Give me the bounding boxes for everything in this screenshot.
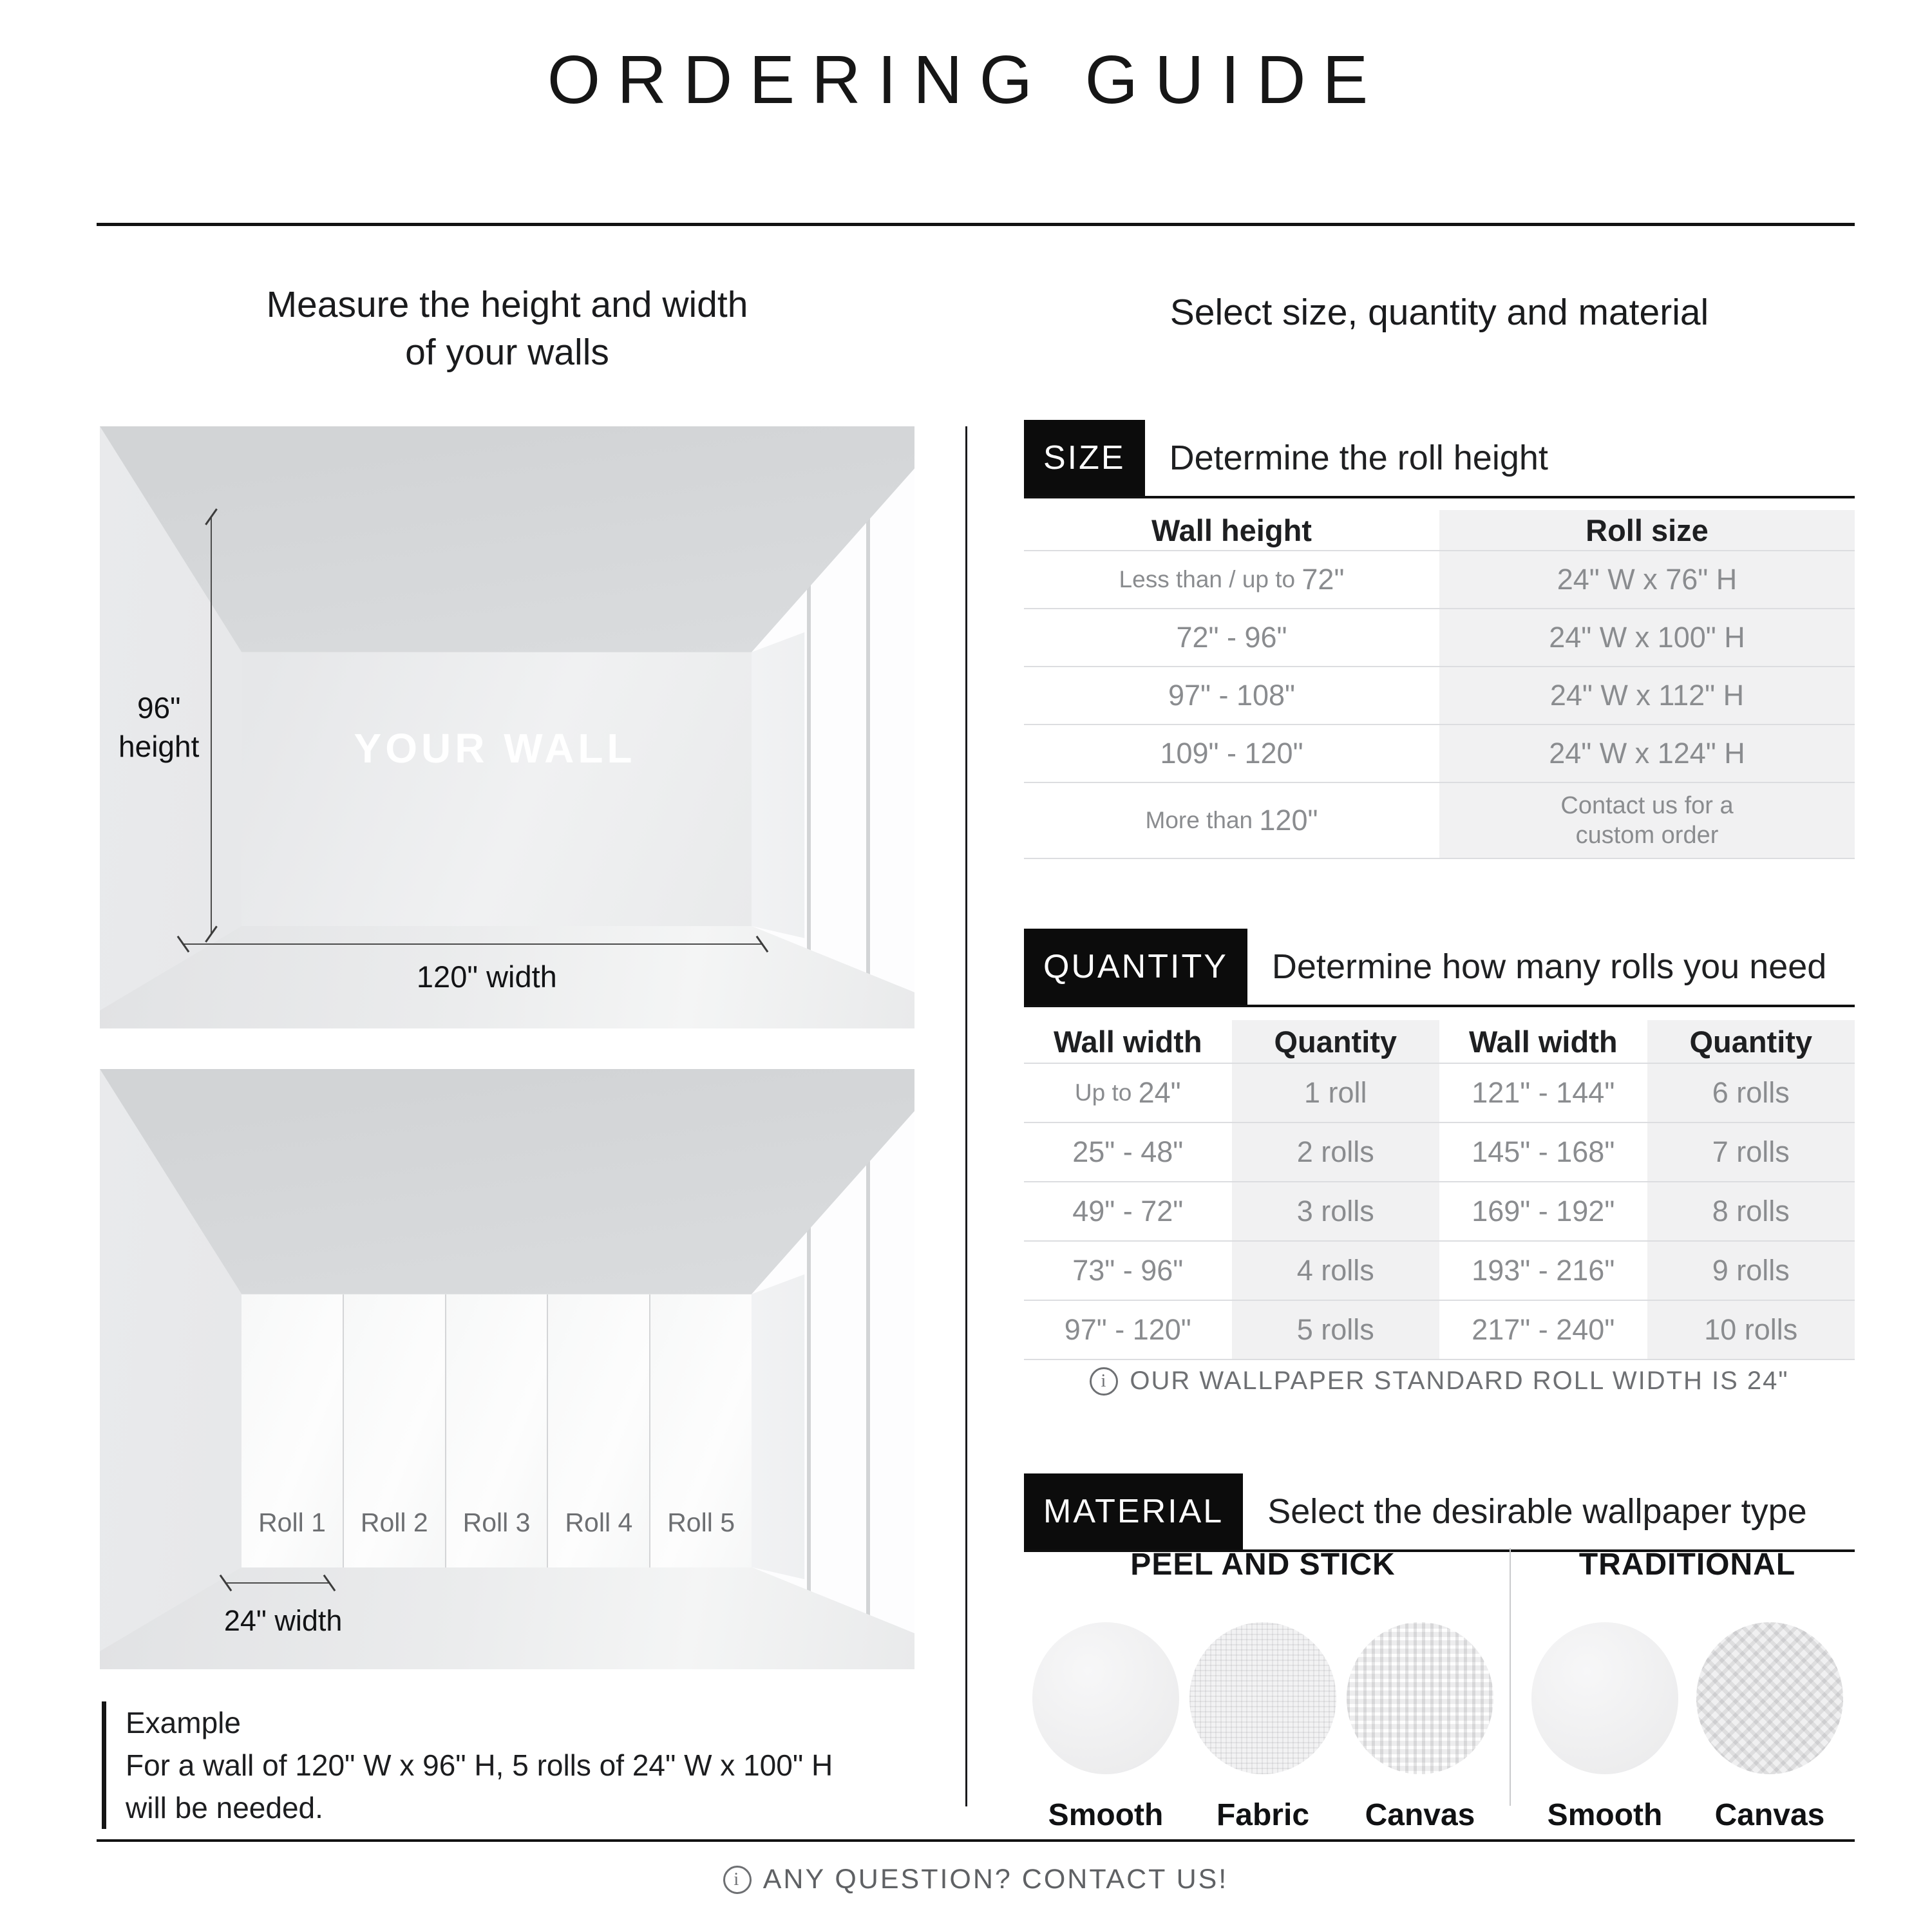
group-name: PEEL AND STICK — [1130, 1548, 1396, 1582]
swatch-smooth — [1531, 1622, 1678, 1833]
wallpaper-panel — [242, 1294, 344, 1567]
quantity-section-header — [1024, 929, 1855, 1007]
quantity-cell: 1 roll — [1232, 1064, 1440, 1122]
wall-width-cell: 169" - 192" — [1472, 1195, 1615, 1227]
roll-label: Roll 5 — [667, 1507, 735, 1537]
column-divider — [965, 426, 967, 1806]
room-illustration-measure — [100, 426, 914, 1028]
material-group-divider — [1510, 1548, 1511, 1806]
width-measure-line — [182, 943, 763, 945]
wall-width-cell: 145" - 168" — [1472, 1135, 1615, 1168]
canvas-texture-icon — [1347, 1622, 1493, 1774]
roll-label: Roll 1 — [258, 1507, 326, 1537]
right-column-heading: Select size, quantity and material — [1170, 292, 1709, 333]
size-table-header-row — [1024, 510, 1855, 550]
wall-width-cell: 25" - 48" — [1072, 1135, 1184, 1168]
column-header-quantity: Quantity — [1232, 1020, 1440, 1063]
swatch-fabric — [1189, 1622, 1336, 1833]
swatch-canvas — [1696, 1622, 1843, 1833]
material-group-traditional — [1520, 1547, 1855, 1833]
smooth-texture-icon — [1531, 1622, 1678, 1774]
wall-height-cell: More than 120" — [1145, 804, 1318, 837]
wall-width-cell: 49" - 72" — [1072, 1195, 1184, 1227]
material-section-title: Select the desirable wallpaper type — [1267, 1492, 1807, 1531]
quantity-cell: 2 rolls — [1232, 1123, 1440, 1181]
wall-height-cell: Less than / up to 72" — [1119, 563, 1345, 596]
table-row — [1024, 666, 1855, 724]
example-line1: For a wall of 120" W x 96" H, 5 rolls of 24" W x 100" H — [126, 1748, 833, 1782]
example-block — [102, 1701, 982, 1829]
smooth-texture-icon — [1032, 1622, 1179, 1774]
footer-note — [97, 1864, 1855, 1895]
roll-size-cell: 24" W x 112" H — [1439, 667, 1855, 724]
roll-label: Roll 2 — [360, 1507, 428, 1537]
column-header-wall-width: Wall width — [1468, 1024, 1618, 1059]
left-heading-line1: Measure the height and width — [266, 284, 748, 325]
swatch-canvas — [1347, 1622, 1493, 1833]
quantity-cell: 10 rolls — [1647, 1301, 1855, 1359]
group-name: TRADITIONAL — [1578, 1548, 1796, 1582]
table-row — [1024, 608, 1855, 666]
quantity-cell: 7 rolls — [1647, 1123, 1855, 1181]
table-row — [1024, 550, 1855, 608]
quantity-cell: 5 rolls — [1232, 1301, 1440, 1359]
wall-width-cell: 217" - 240" — [1472, 1313, 1615, 1346]
table-row — [1024, 782, 1855, 859]
canvas-texture-icon — [1696, 1622, 1843, 1774]
swatch-label: Canvas — [1365, 1798, 1475, 1832]
wall-height-cell: 97" - 108" — [1168, 679, 1296, 712]
roll-size-cell: 24" W x 76" H — [1439, 551, 1855, 608]
size-section-title: Determine the roll height — [1169, 439, 1548, 477]
info-icon: i — [1090, 1367, 1118, 1396]
roll-width-label: 24" width — [223, 1604, 343, 1638]
wall-height-cell: 72" - 96" — [1176, 621, 1287, 654]
swatch-label: Smooth — [1048, 1798, 1164, 1832]
roll-size-cell: 24" W x 100" H — [1439, 609, 1855, 666]
table-row — [1024, 1063, 1855, 1122]
wall-width-label: 120" width — [416, 959, 557, 994]
size-section-header — [1024, 420, 1855, 498]
column-header-roll-size: Roll size — [1439, 510, 1855, 550]
room-illustration-rolls — [100, 1069, 914, 1669]
roll-width-note-text: OUR WALLPAPER STANDARD ROLL WIDTH IS 24" — [1130, 1367, 1789, 1395]
wall-width-cell: 73" - 96" — [1072, 1254, 1184, 1287]
quantity-cell: 4 rolls — [1232, 1242, 1440, 1300]
table-row — [1024, 724, 1855, 782]
title-divider — [97, 223, 1855, 226]
swatch-label: Fabric — [1216, 1798, 1310, 1832]
quantity-table — [1024, 1020, 1855, 1360]
wall-height-cell: 109" - 120" — [1160, 737, 1303, 770]
wallpaper-panel — [344, 1294, 446, 1567]
fabric-texture-icon — [1189, 1622, 1336, 1774]
wall-height-word: height — [118, 729, 200, 763]
quantity-cell: 6 rolls — [1647, 1064, 1855, 1122]
table-row — [1024, 1240, 1855, 1300]
height-measure-line — [211, 517, 212, 934]
page-title: ORDERING GUIDE — [547, 42, 1385, 118]
wallpaper-panel — [548, 1294, 650, 1567]
wallpaper-panel — [446, 1294, 549, 1567]
table-row — [1024, 1122, 1855, 1181]
footer-divider — [97, 1839, 1855, 1842]
roll-label: Roll 3 — [462, 1507, 531, 1537]
swatch-row — [1520, 1622, 1855, 1833]
quantity-section-title: Determine how many rolls you need — [1271, 947, 1827, 986]
wall-height-label — [108, 688, 210, 766]
swatch-smooth — [1032, 1622, 1179, 1833]
footer-text: ANY QUESTION? CONTACT US! — [762, 1864, 1229, 1895]
room-back-wall — [242, 652, 752, 926]
wallpaper-panel — [650, 1294, 752, 1567]
roll-width-measure-line — [225, 1582, 330, 1584]
material-group-peel-and-stick — [1024, 1547, 1502, 1833]
swatch-label: Smooth — [1547, 1798, 1663, 1832]
quantity-cell: 8 rolls — [1647, 1182, 1855, 1240]
example-line2: will be needed. — [126, 1791, 323, 1824]
material-tag: MATERIAL — [1024, 1473, 1243, 1549]
left-heading-line2: of your walls — [405, 332, 609, 373]
swatch-row — [1024, 1622, 1502, 1833]
left-column-heading — [100, 281, 914, 376]
size-table — [1024, 510, 1855, 859]
wall-width-cell: 193" - 216" — [1472, 1254, 1615, 1287]
column-header-wall-width: Wall width — [1053, 1024, 1202, 1059]
table-row — [1024, 1181, 1855, 1240]
quantity-table-header-row — [1024, 1020, 1855, 1063]
size-tag: SIZE — [1024, 420, 1145, 496]
table-row — [1024, 1300, 1855, 1360]
swatch-label: Canvas — [1714, 1798, 1825, 1832]
wall-width-cell: 97" - 120" — [1064, 1313, 1191, 1346]
wall-width-cell: 121" - 144" — [1472, 1076, 1615, 1109]
quantity-cell: 9 rolls — [1647, 1242, 1855, 1300]
quantity-tag: QUANTITY — [1024, 929, 1247, 1005]
wall-height-value: 96" — [137, 690, 181, 724]
roll-label: Roll 4 — [565, 1507, 633, 1537]
roll-size-cell: Contact us for a custom order — [1439, 783, 1855, 858]
wall-width-cell: Up to 24" — [1074, 1076, 1181, 1109]
column-header-wall-height: Wall height — [1151, 513, 1312, 547]
example-title: Example — [126, 1706, 241, 1739]
wallpaper-panels — [242, 1294, 752, 1567]
roll-width-note — [1024, 1367, 1855, 1396]
material-section-header — [1024, 1473, 1855, 1552]
roll-size-cell: 24" W x 124" H — [1439, 725, 1855, 782]
your-wall-label: YOUR WALL — [354, 724, 636, 772]
quantity-cell: 3 rolls — [1232, 1182, 1440, 1240]
info-icon: i — [723, 1866, 752, 1894]
column-header-quantity: Quantity — [1647, 1020, 1855, 1063]
